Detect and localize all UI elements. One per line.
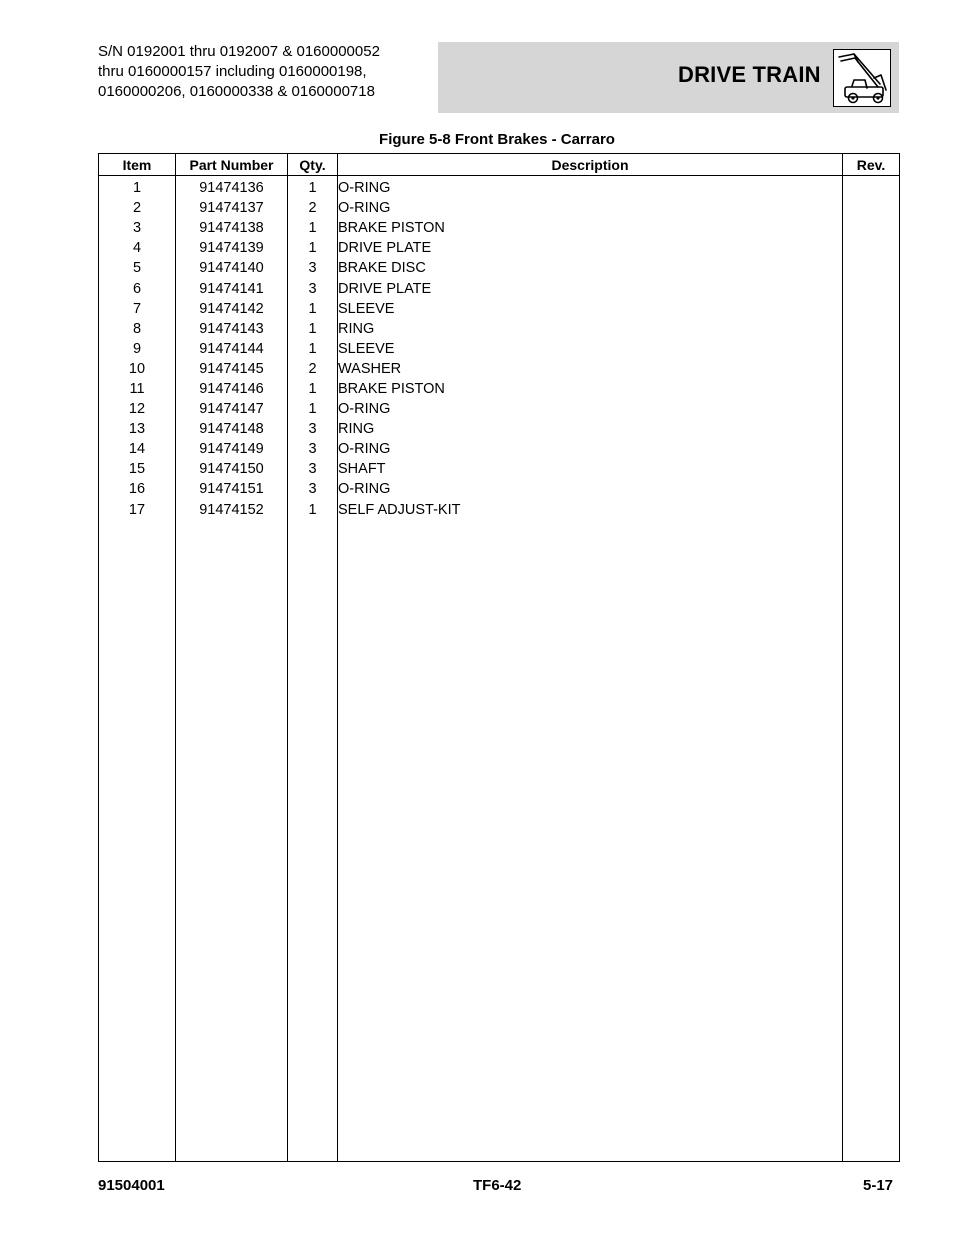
table-row	[99, 439, 900, 459]
cell-rev	[843, 319, 900, 339]
cell-rev	[843, 198, 900, 218]
cell-part-number: 91474137	[176, 198, 288, 218]
footer-manual-number: 91504001	[98, 1177, 165, 1194]
cell-rev	[843, 479, 900, 499]
cell-qty: 3	[288, 419, 338, 439]
table-row	[99, 379, 900, 399]
cell-part-number: 91474149	[176, 439, 288, 459]
table-row	[99, 258, 900, 278]
cell-description: SHAFT	[338, 459, 843, 479]
cell-rev	[843, 459, 900, 479]
cell-item: 16	[99, 479, 176, 499]
cell-part-number: 91474145	[176, 359, 288, 379]
cell-qty: 3	[288, 479, 338, 499]
table-row	[99, 339, 900, 359]
cell-rev	[843, 379, 900, 399]
table-row	[99, 238, 900, 258]
cell-qty: 1	[288, 299, 338, 319]
cell-description: RING	[338, 419, 843, 439]
table-header-row	[99, 154, 900, 176]
cell-rev	[843, 359, 900, 379]
cell-description: O-RING	[338, 439, 843, 459]
cell-qty: 1	[288, 238, 338, 258]
column-header-rev: Rev.	[843, 154, 900, 176]
serial-line: S/N 0192001 thru 0192007 & 0160000052	[98, 43, 380, 60]
cell-description: SLEEVE	[338, 299, 843, 319]
cell-description: BRAKE PISTON	[338, 218, 843, 238]
cell-description: SLEEVE	[338, 339, 843, 359]
cell-item: 11	[99, 379, 176, 399]
cell-description: O-RING	[338, 198, 843, 218]
cell-rev	[843, 238, 900, 258]
cell-rev	[843, 176, 900, 199]
cell-description: SELF ADJUST-KIT	[338, 500, 843, 520]
cell-description: O-RING	[338, 176, 843, 199]
cell-item: 7	[99, 299, 176, 319]
telehandler-icon	[833, 49, 891, 107]
cell-qty: 3	[288, 439, 338, 459]
cell-part-number: 91474150	[176, 459, 288, 479]
cell-item: 5	[99, 258, 176, 278]
figure-caption-text: Figure 5-8 Front Brakes - Carraro	[379, 131, 615, 148]
cell-item: 2	[99, 198, 176, 218]
table-empty-space	[99, 520, 900, 1162]
cell-qty: 3	[288, 278, 338, 298]
serial-line: 0160000206, 0160000338 & 0160000718	[98, 83, 375, 100]
table-row	[99, 176, 900, 199]
cell-description: BRAKE PISTON	[338, 379, 843, 399]
cell-description: BRAKE DISC	[338, 258, 843, 278]
cell-item: 4	[99, 238, 176, 258]
table-row	[99, 459, 900, 479]
cell-part-number: 91474140	[176, 258, 288, 278]
parts-table	[98, 153, 900, 1162]
column-header-qty: Qty.	[288, 154, 338, 176]
cell-part-number: 91474142	[176, 299, 288, 319]
table-row	[99, 319, 900, 339]
cell-rev	[843, 218, 900, 238]
cell-description: DRIVE PLATE	[338, 278, 843, 298]
table-row	[99, 359, 900, 379]
column-header-description: Description	[338, 154, 843, 176]
cell-part-number: 91474152	[176, 500, 288, 520]
table-row	[99, 500, 900, 520]
cell-item: 12	[99, 399, 176, 419]
cell-qty: 1	[288, 399, 338, 419]
serial-line: thru 0160000157 including 0160000198,	[98, 63, 367, 80]
cell-qty: 2	[288, 198, 338, 218]
section-banner	[438, 42, 899, 113]
cell-rev	[843, 399, 900, 419]
cell-qty: 1	[288, 379, 338, 399]
cell-qty: 1	[288, 319, 338, 339]
table-row	[99, 278, 900, 298]
column-header-item: Item	[99, 154, 176, 176]
cell-item: 3	[99, 218, 176, 238]
cell-qty: 1	[288, 176, 338, 199]
cell-part-number: 91474141	[176, 278, 288, 298]
table-row	[99, 299, 900, 319]
cell-qty: 3	[288, 459, 338, 479]
cell-rev	[843, 439, 900, 459]
footer-page-number: 5-17	[863, 1177, 894, 1194]
cell-description: DRIVE PLATE	[338, 238, 843, 258]
cell-item: 15	[99, 459, 176, 479]
cell-rev	[843, 299, 900, 319]
serial-number-range	[98, 42, 428, 102]
cell-description: O-RING	[338, 399, 843, 419]
cell-qty: 1	[288, 339, 338, 359]
column-header-part-number: Part Number	[176, 154, 288, 176]
cell-qty: 2	[288, 359, 338, 379]
cell-rev	[843, 339, 900, 359]
cell-part-number: 91474138	[176, 218, 288, 238]
cell-rev	[843, 500, 900, 520]
cell-description: RING	[338, 319, 843, 339]
cell-item: 17	[99, 500, 176, 520]
cell-rev	[843, 278, 900, 298]
cell-part-number: 91474148	[176, 419, 288, 439]
figure-caption	[0, 131, 954, 148]
table-row	[99, 479, 900, 499]
cell-part-number: 91474146	[176, 379, 288, 399]
table-row	[99, 198, 900, 218]
cell-item: 10	[99, 359, 176, 379]
table-row	[99, 419, 900, 439]
cell-item: 14	[99, 439, 176, 459]
cell-qty: 3	[288, 258, 338, 278]
cell-description: WASHER	[338, 359, 843, 379]
cell-item: 1	[99, 176, 176, 199]
cell-rev	[843, 419, 900, 439]
footer-model: TF6-42	[473, 1177, 522, 1194]
cell-rev	[843, 258, 900, 278]
cell-part-number: 91474143	[176, 319, 288, 339]
cell-item: 6	[99, 278, 176, 298]
cell-qty: 1	[288, 500, 338, 520]
cell-item: 9	[99, 339, 176, 359]
cell-part-number: 91474151	[176, 479, 288, 499]
cell-qty: 1	[288, 218, 338, 238]
cell-item: 8	[99, 319, 176, 339]
section-title: DRIVE TRAIN	[678, 62, 821, 87]
cell-part-number: 91474147	[176, 399, 288, 419]
cell-part-number: 91474139	[176, 238, 288, 258]
table-row	[99, 218, 900, 238]
cell-description: O-RING	[338, 479, 843, 499]
cell-part-number: 91474144	[176, 339, 288, 359]
cell-part-number: 91474136	[176, 176, 288, 199]
table-row	[99, 399, 900, 419]
cell-item: 13	[99, 419, 176, 439]
